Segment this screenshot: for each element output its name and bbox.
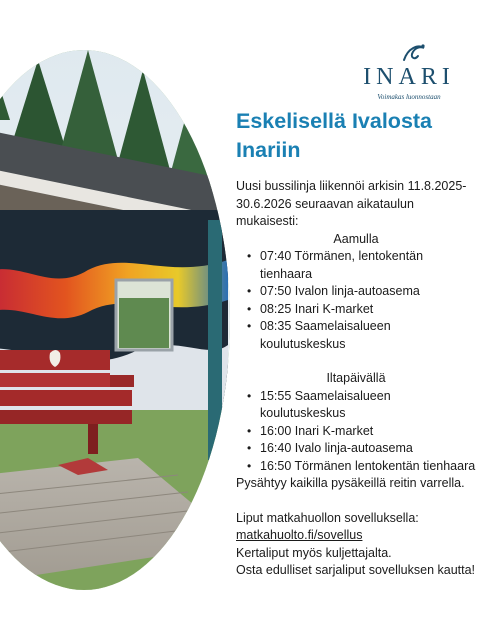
- series-tickets-offer: Osta edulliset sarjaliput sovelluksen kautta!: [236, 563, 476, 577]
- tickets-text: Liput matkahuollon sovelluksella:: [236, 510, 419, 525]
- bus-shelter-photo: [0, 50, 230, 590]
- app-link[interactable]: matkahuolto.fi/sovellus: [236, 528, 363, 542]
- schedule-item: • 15:55 Saamelaisalueen koulutuskeskus: [260, 388, 476, 423]
- schedule-item: • 08:35 Saamelaisalueen koulutuskeskus: [260, 318, 476, 353]
- schedule-item: • 08:25 Inari K-market: [260, 301, 476, 319]
- morning-heading: Aamulla: [333, 231, 379, 246]
- stops-note: Pysähtyy kaikilla pysäkeillä reitin varrella.: [236, 476, 465, 490]
- intro-text: Uusi bussilinja liikennöi arkisin 11.8.2025-30.6.2026 seuraavan aikataulun mukaisesti:: [236, 179, 467, 228]
- logo-tagline: Voimakas luonnostaan: [377, 93, 441, 101]
- page-title: Eskelisellä Ivalosta Inariin: [236, 109, 433, 162]
- schedule-item: • 16:00 Inari K-market: [260, 423, 476, 441]
- schedule-item: • 07:50 Ivalon linja-autoasema: [260, 283, 476, 301]
- schedule-item: • 07:40 Törmänen, lentokentän tienhaara: [260, 248, 476, 283]
- schedule-item: • 16:40 Ivalo linja-autoasema: [260, 440, 476, 458]
- logo-swirl-icon: [394, 40, 430, 66]
- evening-heading: Iltapäivällä: [326, 371, 386, 385]
- evening-schedule: [236, 388, 476, 476]
- schedule-item: • 16:50 Törmänen lentokentän tienhaara: [260, 458, 476, 476]
- logo-wordmark: INARI: [363, 64, 455, 90]
- announcement: [236, 107, 476, 580]
- morning-schedule: [236, 248, 476, 353]
- driver-tickets-text: Kertaliput myös kuljettajalta.: [236, 545, 392, 560]
